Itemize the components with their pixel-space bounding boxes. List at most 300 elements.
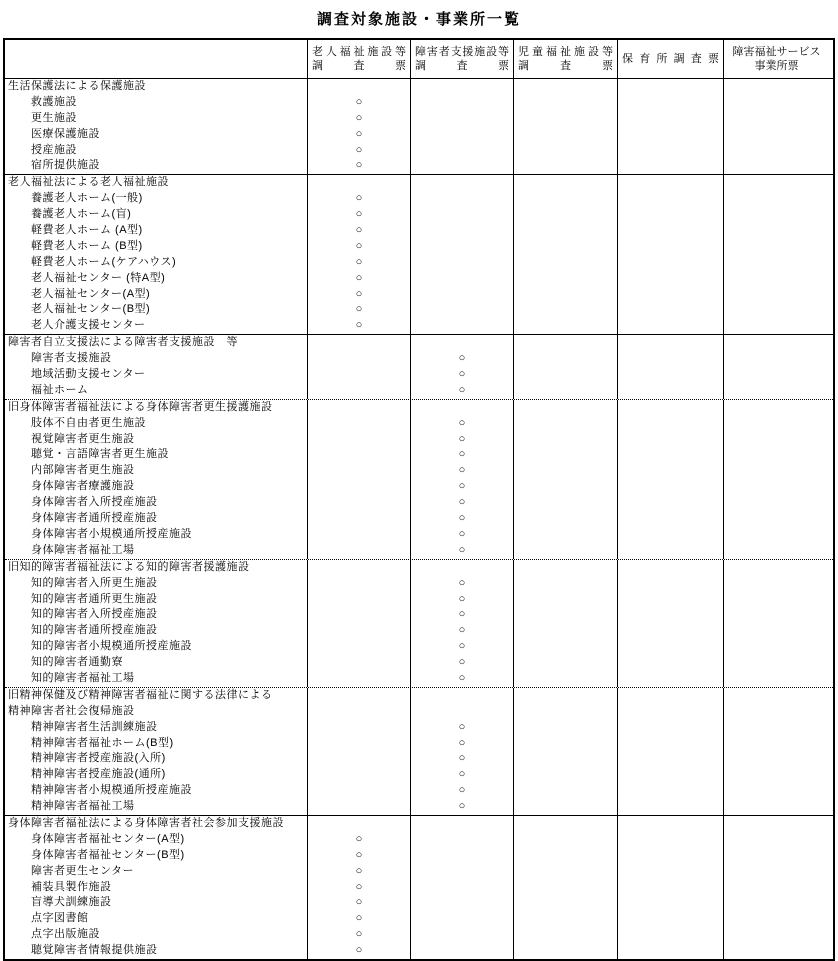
mark-cell — [618, 592, 724, 608]
circle-mark: ○ — [308, 223, 411, 239]
mark-cell — [411, 848, 514, 864]
facility-name-cell: 精神障害者福祉ホーム(B型) — [5, 736, 308, 752]
table-row — [5, 655, 833, 671]
circle-mark: ○ — [411, 639, 514, 655]
mark-cell — [308, 576, 411, 592]
mark-cell — [308, 351, 411, 367]
mark-cell — [724, 848, 829, 864]
mark-cell — [411, 704, 514, 720]
mark-cell — [618, 191, 724, 207]
mark-cell — [514, 767, 618, 783]
facility-name-cell: 福祉ホーム — [5, 383, 308, 399]
table-row — [5, 239, 833, 255]
mark-cell — [618, 560, 724, 576]
mark-cell — [618, 287, 724, 303]
mark-cell — [411, 560, 514, 576]
mark-cell — [308, 79, 411, 95]
mark-cell — [724, 864, 829, 880]
mark-cell — [514, 111, 618, 127]
header-cell-child-survey — [514, 40, 618, 78]
mark-cell — [724, 127, 829, 143]
mark-cell — [514, 335, 618, 351]
facility-name-cell: 医療保護施設 — [5, 127, 308, 143]
mark-cell — [724, 447, 829, 463]
table-row — [5, 816, 833, 832]
mark-cell — [618, 527, 724, 543]
mark-cell — [411, 255, 514, 271]
mark-cell — [724, 688, 829, 704]
mark-cell — [514, 207, 618, 223]
mark-cell — [411, 335, 514, 351]
facility-name-cell: 聴覚障害者情報提供施設 — [5, 943, 308, 959]
circle-mark: ○ — [308, 207, 411, 223]
mark-cell — [724, 143, 829, 159]
facility-name-cell: 精神障害者授産施設(入所) — [5, 751, 308, 767]
mark-cell — [724, 783, 829, 799]
facility-group — [5, 559, 833, 687]
mark-cell — [514, 527, 618, 543]
table-row — [5, 592, 833, 608]
mark-cell — [514, 447, 618, 463]
mark-cell — [308, 592, 411, 608]
circle-mark: ○ — [411, 527, 514, 543]
facility-name-cell: 身体障害者療護施設 — [5, 479, 308, 495]
mark-cell — [724, 255, 829, 271]
header-label: 調査票 — [518, 60, 613, 72]
mark-cell — [514, 175, 618, 191]
circle-mark: ○ — [411, 416, 514, 432]
mark-cell — [308, 416, 411, 432]
mark-cell — [411, 911, 514, 927]
facility-name-cell: 精神障害者小規模通所授産施設 — [5, 783, 308, 799]
group-title: 障害者自立支援法による障害者支援施設 等 — [5, 335, 308, 351]
circle-mark: ○ — [308, 191, 411, 207]
page-title: 調査対象施設・事業所一覧 — [316, 11, 521, 28]
table-row — [5, 158, 833, 174]
mark-cell — [411, 79, 514, 95]
mark-cell — [514, 751, 618, 767]
mark-cell — [724, 495, 829, 511]
facility-name-cell: 盲導犬訓練施設 — [5, 895, 308, 911]
header-cell-facility — [5, 40, 308, 78]
mark-cell — [724, 335, 829, 351]
mark-cell — [308, 495, 411, 511]
table-row — [5, 79, 833, 95]
facility-name-cell: 地域活動支援センター — [5, 367, 308, 383]
table-row — [5, 223, 833, 239]
mark-cell — [514, 79, 618, 95]
table-row — [5, 367, 833, 383]
table-row — [5, 767, 833, 783]
mark-cell — [724, 639, 829, 655]
facility-name-cell: 内部障害者更生施設 — [5, 463, 308, 479]
mark-cell — [514, 367, 618, 383]
facility-name-cell: 救護施設 — [5, 95, 308, 111]
header-cell-disability-survey — [411, 40, 514, 78]
mark-cell — [724, 671, 829, 687]
mark-cell — [514, 511, 618, 527]
mark-cell — [724, 400, 829, 416]
circle-mark: ○ — [308, 848, 411, 864]
mark-cell — [724, 832, 829, 848]
facility-name-cell: 知的障害者福祉工場 — [5, 671, 308, 687]
facility-name-cell: 障害者更生センター — [5, 864, 308, 880]
table-row — [5, 191, 833, 207]
table-row — [5, 335, 833, 351]
header-label: 事業所票 — [754, 60, 799, 72]
mark-cell — [514, 302, 618, 318]
facility-name-cell: 老人福祉センター (特A型) — [5, 271, 308, 287]
mark-cell — [724, 880, 829, 896]
mark-cell — [308, 688, 411, 704]
table-row — [5, 720, 833, 736]
mark-cell — [724, 816, 829, 832]
table-row — [5, 351, 833, 367]
mark-cell — [308, 527, 411, 543]
facility-name-cell: 補装具製作施設 — [5, 880, 308, 896]
mark-cell — [308, 543, 411, 559]
facility-name-cell: 障害者支援施設 — [5, 351, 308, 367]
circle-mark: ○ — [308, 911, 411, 927]
mark-cell — [411, 143, 514, 159]
table-row — [5, 383, 833, 399]
mark-cell — [724, 560, 829, 576]
circle-mark: ○ — [411, 511, 514, 527]
mark-cell — [514, 783, 618, 799]
mark-cell — [618, 383, 724, 399]
group-title: 老人福祉法による老人福祉施設 — [5, 175, 308, 191]
mark-cell — [514, 351, 618, 367]
mark-cell — [618, 158, 724, 174]
circle-mark: ○ — [308, 287, 411, 303]
group-title: 精神障害者社会復帰施設 — [5, 704, 308, 720]
header-cell-service-office — [724, 40, 829, 78]
table-row — [5, 895, 833, 911]
table-row — [5, 607, 833, 623]
facility-group — [5, 334, 833, 399]
facility-name-cell: 老人福祉センター(A型) — [5, 287, 308, 303]
mark-cell — [724, 79, 829, 95]
facility-group — [5, 399, 833, 559]
table-body — [5, 79, 833, 959]
facility-name-cell: 知的障害者入所更生施設 — [5, 576, 308, 592]
header-label: 保育所調査票 — [622, 53, 719, 65]
mark-cell — [618, 927, 724, 943]
facility-name-cell: 授産施設 — [5, 143, 308, 159]
header-label: 調査票 — [415, 60, 509, 72]
mark-cell — [724, 943, 829, 959]
mark-cell — [618, 143, 724, 159]
table-row — [5, 111, 833, 127]
table-row — [5, 543, 833, 559]
circle-mark: ○ — [411, 607, 514, 623]
circle-mark: ○ — [411, 592, 514, 608]
facility-name-cell: 養護老人ホーム(一般) — [5, 191, 308, 207]
mark-cell — [411, 895, 514, 911]
table-row — [5, 623, 833, 639]
header-label: 障害者支援施設等 — [415, 46, 509, 58]
mark-cell — [618, 543, 724, 559]
circle-mark: ○ — [308, 239, 411, 255]
mark-cell — [618, 255, 724, 271]
mark-cell — [514, 416, 618, 432]
mark-cell — [514, 287, 618, 303]
mark-cell — [308, 671, 411, 687]
mark-cell — [308, 736, 411, 752]
circle-mark: ○ — [411, 367, 514, 383]
mark-cell — [618, 864, 724, 880]
table-row — [5, 848, 833, 864]
mark-cell — [618, 175, 724, 191]
facility-name-cell: 知的障害者通勤寮 — [5, 655, 308, 671]
mark-cell — [618, 911, 724, 927]
mark-cell — [724, 592, 829, 608]
mark-cell — [514, 639, 618, 655]
mark-cell — [514, 720, 618, 736]
table-row — [5, 479, 833, 495]
mark-cell — [724, 704, 829, 720]
mark-cell — [514, 95, 618, 111]
mark-cell — [514, 911, 618, 927]
facility-name-cell: 知的障害者通所更生施設 — [5, 592, 308, 608]
table-header-row — [5, 40, 833, 79]
header-label: 老人福祉施設等 — [312, 46, 406, 58]
table-row — [5, 751, 833, 767]
mark-cell — [514, 927, 618, 943]
mark-cell — [514, 560, 618, 576]
mark-cell — [618, 367, 724, 383]
header-label: 調査票 — [312, 60, 406, 72]
mark-cell — [724, 543, 829, 559]
mark-cell — [724, 479, 829, 495]
circle-mark: ○ — [308, 271, 411, 287]
mark-cell — [308, 447, 411, 463]
table-row — [5, 911, 833, 927]
mark-cell — [514, 895, 618, 911]
mark-cell — [724, 911, 829, 927]
mark-cell — [514, 943, 618, 959]
mark-cell — [514, 607, 618, 623]
circle-mark: ○ — [411, 495, 514, 511]
mark-cell — [411, 688, 514, 704]
mark-cell — [514, 495, 618, 511]
mark-cell — [411, 223, 514, 239]
mark-cell — [618, 111, 724, 127]
facility-name-cell: 身体障害者福祉工場 — [5, 543, 308, 559]
mark-cell — [618, 223, 724, 239]
mark-cell — [411, 302, 514, 318]
mark-cell — [724, 799, 829, 815]
mark-cell — [308, 560, 411, 576]
table-row — [5, 736, 833, 752]
table-row — [5, 416, 833, 432]
mark-cell — [308, 720, 411, 736]
mark-cell — [724, 416, 829, 432]
mark-cell — [618, 511, 724, 527]
table-row — [5, 318, 833, 334]
mark-cell — [724, 511, 829, 527]
table-row — [5, 927, 833, 943]
circle-mark: ○ — [308, 143, 411, 159]
mark-cell — [514, 143, 618, 159]
mark-cell — [618, 767, 724, 783]
mark-cell — [514, 479, 618, 495]
circle-mark: ○ — [411, 447, 514, 463]
group-title: 生活保護法による保護施設 — [5, 79, 308, 95]
mark-cell — [724, 351, 829, 367]
table-row — [5, 255, 833, 271]
mark-cell — [514, 223, 618, 239]
circle-mark: ○ — [411, 799, 514, 815]
mark-cell — [308, 816, 411, 832]
facility-name-cell: 精神障害者福祉工場 — [5, 799, 308, 815]
mark-cell — [308, 367, 411, 383]
mark-cell — [411, 880, 514, 896]
circle-mark: ○ — [411, 783, 514, 799]
table-row — [5, 207, 833, 223]
circle-mark: ○ — [411, 543, 514, 559]
mark-cell — [308, 799, 411, 815]
mark-cell — [514, 543, 618, 559]
table-row — [5, 432, 833, 448]
circle-mark: ○ — [411, 479, 514, 495]
circle-mark: ○ — [411, 736, 514, 752]
circle-mark: ○ — [308, 302, 411, 318]
facility-name-cell: 老人介護支援センター — [5, 318, 308, 334]
table-row — [5, 175, 833, 191]
facility-name-cell: 軽費老人ホーム(ケアハウス) — [5, 255, 308, 271]
facility-name-cell: 身体障害者福祉センター(B型) — [5, 848, 308, 864]
mark-cell — [411, 175, 514, 191]
table-row — [5, 880, 833, 896]
mark-cell — [514, 623, 618, 639]
table-row — [5, 143, 833, 159]
circle-mark: ○ — [411, 671, 514, 687]
group-title: 旧精神保健及び精神障害者福祉に関する法律による — [5, 688, 308, 704]
mark-cell — [618, 623, 724, 639]
circle-mark: ○ — [411, 576, 514, 592]
mark-cell — [308, 783, 411, 799]
mark-cell — [514, 655, 618, 671]
mark-cell — [724, 318, 829, 334]
mark-cell — [618, 495, 724, 511]
mark-cell — [308, 655, 411, 671]
mark-cell — [308, 767, 411, 783]
mark-cell — [618, 639, 724, 655]
circle-mark: ○ — [411, 767, 514, 783]
circle-mark: ○ — [308, 255, 411, 271]
mark-cell — [411, 832, 514, 848]
mark-cell — [514, 704, 618, 720]
mark-cell — [411, 927, 514, 943]
mark-cell — [411, 400, 514, 416]
mark-cell — [308, 607, 411, 623]
mark-cell — [724, 432, 829, 448]
mark-cell — [618, 400, 724, 416]
mark-cell — [618, 751, 724, 767]
circle-mark: ○ — [308, 111, 411, 127]
mark-cell — [618, 479, 724, 495]
circle-mark: ○ — [411, 432, 514, 448]
header-label: 障害福祉サービス — [732, 46, 821, 58]
mark-cell — [411, 287, 514, 303]
mark-cell — [724, 927, 829, 943]
circle-mark: ○ — [308, 880, 411, 896]
mark-cell — [724, 367, 829, 383]
table-row — [5, 639, 833, 655]
mark-cell — [724, 111, 829, 127]
header-cell-nursery-survey — [618, 40, 724, 78]
mark-cell — [514, 400, 618, 416]
circle-mark: ○ — [411, 751, 514, 767]
facility-name-cell: 知的障害者入所授産施設 — [5, 607, 308, 623]
group-title: 旧身体障害者福祉法による身体障害者更生援護施設 — [5, 400, 308, 416]
mark-cell — [724, 463, 829, 479]
group-title: 旧知的障害者福祉法による知的障害者援護施設 — [5, 560, 308, 576]
facility-name-cell: 身体障害者福祉センター(A型) — [5, 832, 308, 848]
mark-cell — [618, 880, 724, 896]
mark-cell — [514, 736, 618, 752]
mark-cell — [618, 783, 724, 799]
mark-cell — [514, 158, 618, 174]
table-row — [5, 560, 833, 576]
table-row — [5, 704, 833, 720]
mark-cell — [411, 111, 514, 127]
mark-cell — [514, 191, 618, 207]
mark-cell — [514, 383, 618, 399]
mark-cell — [411, 127, 514, 143]
facility-name-cell: 軽費老人ホーム (B型) — [5, 239, 308, 255]
mark-cell — [618, 318, 724, 334]
mark-cell — [618, 127, 724, 143]
mark-cell — [411, 239, 514, 255]
facility-name-cell: 身体障害者通所授産施設 — [5, 511, 308, 527]
table-row — [5, 463, 833, 479]
mark-cell — [514, 688, 618, 704]
mark-cell — [411, 207, 514, 223]
facility-name-cell: 養護老人ホーム(盲) — [5, 207, 308, 223]
mark-cell — [411, 943, 514, 959]
mark-cell — [724, 207, 829, 223]
mark-cell — [514, 127, 618, 143]
facility-group — [5, 815, 833, 959]
facility-name-cell: 点字図書館 — [5, 911, 308, 927]
mark-cell — [724, 287, 829, 303]
mark-cell — [618, 95, 724, 111]
circle-mark: ○ — [411, 383, 514, 399]
mark-cell — [618, 943, 724, 959]
mark-cell — [724, 623, 829, 639]
mark-cell — [724, 576, 829, 592]
mark-cell — [724, 527, 829, 543]
mark-cell — [618, 720, 724, 736]
mark-cell — [724, 302, 829, 318]
circle-mark: ○ — [411, 655, 514, 671]
table-row — [5, 688, 833, 704]
table-row — [5, 527, 833, 543]
mark-cell — [618, 302, 724, 318]
table-row — [5, 287, 833, 303]
table-row — [5, 400, 833, 416]
mark-cell — [618, 335, 724, 351]
mark-cell — [618, 655, 724, 671]
mark-cell — [618, 688, 724, 704]
facility-name-cell: 点字出版施設 — [5, 927, 308, 943]
mark-cell — [724, 223, 829, 239]
mark-cell — [618, 799, 724, 815]
facility-name-cell: 精神障害者授産施設(通所) — [5, 767, 308, 783]
circle-mark: ○ — [308, 127, 411, 143]
